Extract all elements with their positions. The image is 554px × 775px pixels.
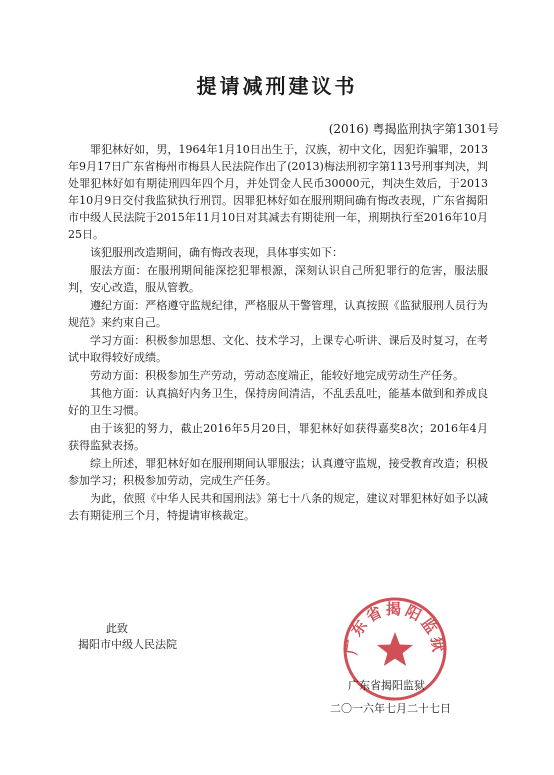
document-title: 提请减刑建议书 bbox=[196, 74, 358, 98]
paragraph-case-summary: 罪犯林好如，男，1964年1月10日出生于，汉族，初中文化，因犯诈骗罪，2013年9月17日广东省梅州市梅县人民法院作出了(2013)梅法刑初字第113号刑事判决，判处罪犯林好如有期徒刑四年四个月，并处罚金人民币30000元，判决生效后，于2013年10月9日交付我监狱执行刑罚。因罪犯林好如在服刑期间确有悔改表现，广东省揭阳市中级人民法院于2015年11月10日对其减去有期徒刑一年，刑期执行至2016年10月25日。 bbox=[68, 143, 488, 241]
closing-salutation: 此致 bbox=[106, 622, 128, 635]
paragraph-intro-facts: 该犯服刑改造期间，确有悔改表现，具体事实如下： bbox=[90, 246, 343, 259]
document-body bbox=[68, 141, 488, 525]
paragraph-study: 学习方面：积极参加思想、文化、技术学习，上课专心听讲、课后及时复习，在考试中取得较好成绩。 bbox=[68, 334, 488, 364]
document-date: 二〇一六年七月二十七日 bbox=[330, 702, 451, 715]
addressee: 揭阳市中级人民法院 bbox=[78, 638, 177, 651]
paragraph-recommendation: 为此，依照《中华人民共和国刑法》第七十八条的规定，建议对罪犯林好如予以减去有期徒刑三个月，特提请审核裁定。 bbox=[68, 492, 488, 522]
seal-star-icon bbox=[377, 632, 413, 666]
document-number: (2016) 粤揭监刑执字第1301号 bbox=[328, 122, 499, 136]
paragraph-discipline: 遵纪方面：严格遵守监规纪律，严格服从干警管理，认真按照《监狱服刑人员行为规范》来约束自己。 bbox=[68, 299, 488, 329]
paragraph-obey-law: 服法方面：在服刑期间能深挖犯罪根源，深刻认识自己所犯罪行的危害，服法服判，安心改造，服从管教。 bbox=[68, 264, 488, 294]
paragraph-labor: 劳动方面：积极参加生产劳动，劳动态度端正，能较好地完成劳动生产任务。 bbox=[90, 369, 464, 382]
paragraph-awards: 由于该犯的努力，截止2016年5月20日，罪犯林好如获得嘉奖8次；2016年4月获得监狱表扬。 bbox=[68, 422, 488, 452]
paragraph-other: 其他方面：认真搞好内务卫生，保持房间清洁，不乱丢乱吐，能基本做到和养成良好的卫生习惯。 bbox=[68, 387, 488, 417]
paragraph-summary: 综上所述，罪犯林好如在服刑期间认罪服法；认真遵守监规，接受教育改造；积极参加学习；积极参加劳动，完成生产任务。 bbox=[68, 457, 488, 487]
svg-text:广东省揭阳监狱: 广东省揭阳监狱 bbox=[342, 600, 448, 656]
signer-organization: 广东省揭阳监狱 bbox=[348, 679, 425, 692]
